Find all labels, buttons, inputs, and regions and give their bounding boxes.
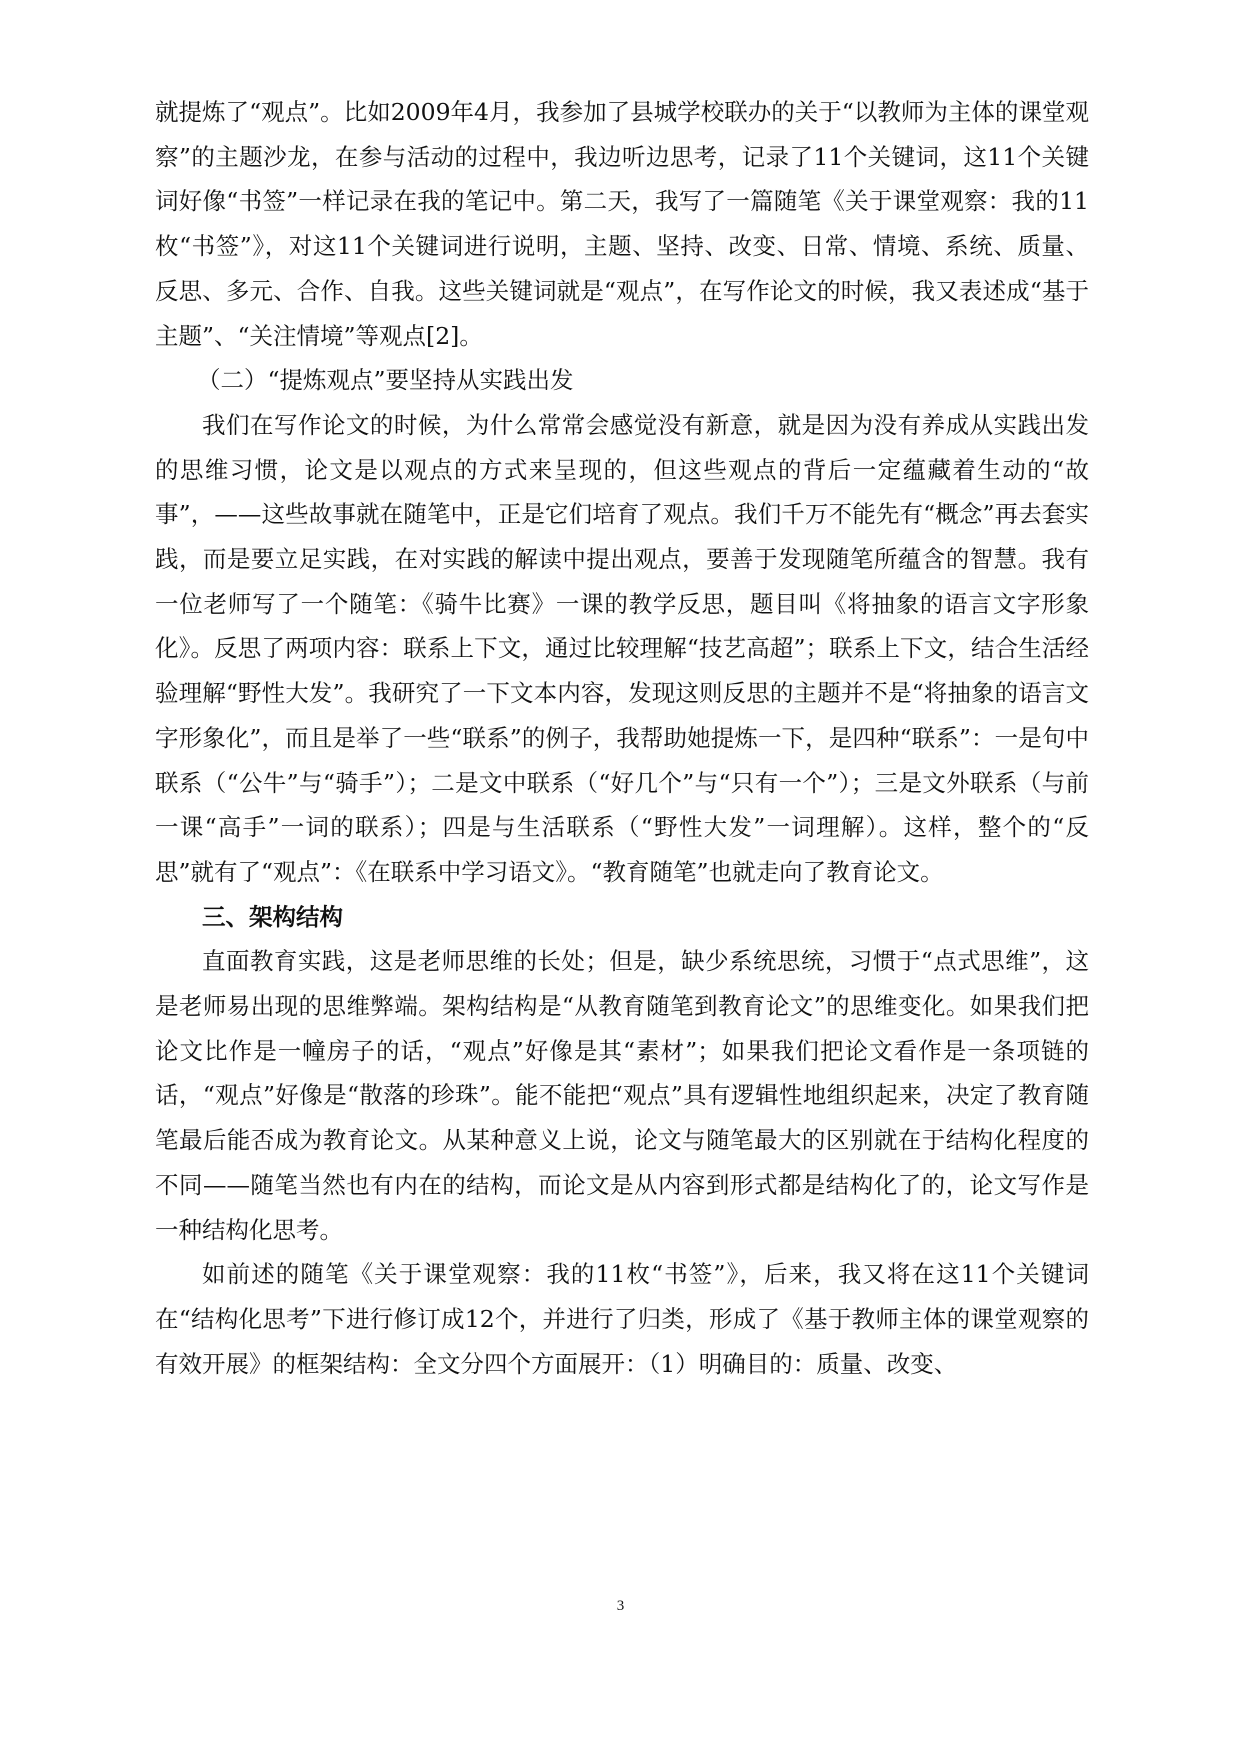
paragraph-structure: 直面教育实践，这是老师思维的长处；但是，缺少系统思统，习惯于“点式思维”，这是老师易出现的思维弊端。架构结构是“从教育随笔到教育论文”的思维变化。如果我们把论文比作是一幢房子的话，“观点”好像是其“素材”；如果我们把论文看作是一条项链的话，“观点”好像是“散落的珍珠”。能不能把“观点”具有逻辑性地组织起来，决定了教育随笔最后能否成为教育论文。从某种意义上说，论文与随笔最大的区别就在于结构化程度的不同——随笔当然也有内在的结构，而论文是从内容到形式都是结构化了的，论文写作是一种结构化思考。 [155, 947, 1089, 1244]
body-text [155, 90, 1089, 1386]
page-number: 3 [616, 1598, 625, 1614]
section-heading-structure: 三、架构结构 [202, 902, 343, 931]
paragraph-practice: 我们在写作论文的时候，为什么常常会感觉没有新意，就是因为没有养成从实践出发的思维习惯，论文是以观点的方式来呈现的，但这些观点的背后一定蕴藏着生动的“故事”，——这些故事就在随笔中，正是它们培育了观点。我们千万不能先有“概念”再去套实践，而是要立足实践，在对实践的解读中提出观点，要善于发现随笔所蕴含的智慧。我有一位老师写了一个随笔：《骑牛比赛》一课的教学反思，题目叫《将抽象的语言文字形象化》。反思了两项内容：联系上下文，通过比较理解“技艺高超”；联系上下文，结合生活经验理解“野性大发”。我研究了一下文本内容，发现这则反思的主题并不是“将抽象的语言文字形象化”，而且是举了一些“联系”的例子，我帮助她提炼一下，是四种“联系”：一是句中联系（“公牛”与“骑手”）；二是文中联系（“好几个”与“只有一个”）；三是文外联系（与前一课“高手”一词的联系）；四是与生活联系（“野性大发”一词理解）。这样，整个的“反思”就有了“观点”：《在联系中学习语文》。“教育随笔”也就走向了教育论文。 [155, 410, 1089, 886]
subheading-practice: （二）“提炼观点”要坚持从实践出发 [197, 366, 574, 395]
paragraph-continuation: 就提炼了“观点”。比如2009年4月，我参加了县城学校联办的关于“以教师为主体的课堂观察”的主题沙龙，在参与活动的过程中，我边听边思考，记录了11个关键词，这11个关键词好像“书签”一样记录在我的笔记中。第二天，我写了一篇随笔《关于课堂观察：我的11枚“书签”》，对这11个关键词进行说明，主题、坚持、改变、日常、情境、系统、质量、反思、多元、合作、自我。这些关键词就是“观点”，在写作论文的时候，我又表述成“基于主题”、“关注情境”等观点[2]。 [155, 98, 1089, 350]
paragraph-example: 如前述的随笔《关于课堂观察：我的11枚“书签”》，后来，我又将在这11个关键词在“结构化思考”下进行修订成12个，并进行了归类，形成了《基于教师主体的课堂观察的有效开展》的框架结构：全文分四个方面展开：（1）明确目的：质量、改变、 [155, 1260, 1089, 1378]
